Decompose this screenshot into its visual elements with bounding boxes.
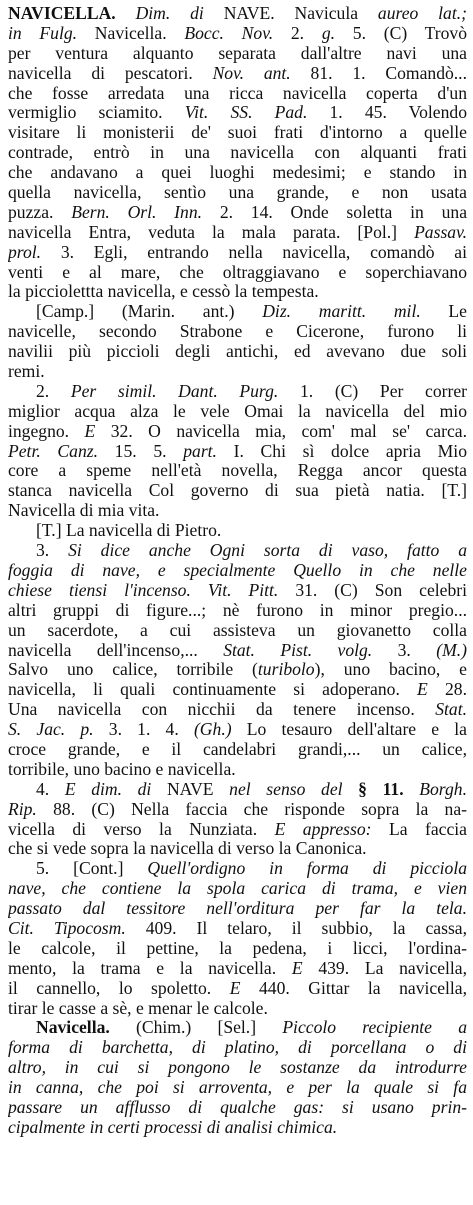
italic-citation-text: chiese tiensi l'incenso. Vit. Pitt. (8, 580, 279, 600)
entry-text: 2. (36, 381, 71, 401)
italic-citation-text: (Gh.) (193, 720, 232, 740)
entry-text-line (8, 581, 467, 601)
entry-text-line (8, 422, 467, 442)
entry-text: 2. (273, 23, 322, 43)
entry-text: Una navicella con nicchii da tenere incenso. (8, 700, 436, 720)
entry-text: ingegno. (8, 421, 85, 441)
entry-text: vermiglio sciamito. (8, 103, 185, 123)
entry-text-line (8, 1058, 467, 1078)
entry-text-line (8, 302, 467, 322)
italic-citation-text: turibolo (257, 660, 315, 680)
entry-text-line (8, 84, 467, 104)
entry-text-line (8, 601, 467, 621)
entry-text: NAVE (151, 779, 230, 799)
italic-citation-text: Diz. maritt. mil. (262, 302, 421, 322)
italic-citation-text: cipalmente in certi processi di analisi chimica. (8, 1117, 338, 1137)
entry-text: torribile, uno bacino e navicella. (8, 759, 236, 779)
entry-text-line (8, 1038, 467, 1058)
entry-text-line (8, 64, 467, 84)
entry-text-line (8, 342, 467, 362)
entry-text-line (8, 481, 467, 501)
entry-text: 32. O navicella mia, com' mal se' carca. (95, 421, 467, 441)
italic-citation-text: prol. (8, 242, 42, 262)
dictionary-page (8, 4, 467, 1138)
entry-text-line (8, 362, 467, 382)
headword-text: NAVICELLA. (8, 4, 116, 23)
italic-citation-text: Petr. Canz. (8, 441, 98, 461)
entry-text-line (8, 203, 467, 223)
entry-text-line (8, 382, 467, 402)
entry-text-line (8, 461, 467, 481)
entry-text-line (8, 780, 467, 800)
entry-text: 3. Egli, entrando nella navicella, comandò ai (41, 242, 467, 262)
entry-text: Navicella di mia vita. (8, 501, 160, 521)
entry-text: navicella di pescatori. (8, 63, 213, 83)
entry-text: visitare li monisterii de' suoi frati d'intorno a quelle (8, 123, 467, 143)
italic-citation-text: nel senso del (229, 779, 343, 799)
entry-text-line (8, 939, 467, 959)
italic-citation-text: aureo lat.; (377, 4, 467, 23)
italic-citation-text: (M.) (436, 640, 467, 660)
entry-text: 28. (427, 680, 467, 700)
italic-citation-text: in canna, che poi si arroventa, e per la quale si fa (8, 1078, 467, 1098)
entry-text: I. Chi sì dolce apria Mio (216, 441, 467, 461)
entry-text: La faccia (371, 819, 467, 839)
entry-text: altri gruppi di figure...; nè furono in minor pregio... (8, 600, 467, 620)
entry-text-line (8, 103, 467, 123)
italic-citation-text: nave, che contiene la spola carica di trama, e vien (8, 879, 467, 899)
italic-citation-text: Nov. ant. (212, 63, 291, 83)
entry-text: croce grande, e il candelabri grandi,... un calice, (8, 739, 467, 759)
entry-text: Lo tesauro dell'altare e la (231, 720, 467, 740)
entry-text: 1. (C) Per correr (278, 381, 467, 401)
entry-text: navicella Entra, veduta la mala parata. [Pol.] (8, 222, 415, 242)
entry-text: un sacerdote, a cui assisteva un giovanetto colla (8, 620, 467, 640)
entry-text: 5. (C) Trovò (335, 23, 467, 43)
entry-text: contrade, entrò in una navicella con alquanti frati (8, 143, 467, 163)
entry-text-line (8, 740, 467, 760)
italic-citation-text: Passav. (414, 222, 467, 242)
entry-text-line (8, 322, 467, 342)
italic-citation-text: E (291, 958, 303, 978)
entry-text: 5. [Cont.] (36, 859, 148, 879)
entry-text: navicelle, secondo Strabone e Cicerone, furono li (8, 322, 467, 342)
italic-citation-text: E (417, 680, 428, 700)
entry-text: 3. 1. 4. (93, 720, 194, 740)
entry-text: tirar le casse a sè, e menar le calcole. (8, 998, 268, 1018)
entry-text: ), uno bacino, e (314, 660, 467, 680)
entry-text-line (8, 760, 467, 780)
entry-text: Le (420, 302, 467, 322)
headword-text: § 11. (342, 779, 420, 799)
entry-text: remi. (8, 362, 45, 382)
italic-citation-text: Per simil. Dant. Purg. (70, 381, 279, 401)
entry-text: 409. Il telaro, il subbio, la cassa, (125, 918, 467, 938)
entry-text: [T.] La navicella di Pietro. (36, 521, 222, 541)
italic-citation-text: Borgh. (419, 779, 467, 799)
entry-text: 88. (C) Nella faccia che risponde sopra la na- (36, 799, 467, 819)
entry-text: miglior acqua alza le vele Omai la navicella del mio (8, 401, 467, 421)
entry-text-line (8, 839, 467, 859)
entry-text-line (8, 680, 467, 700)
entry-text-line (8, 621, 467, 641)
entry-text: venti e al mare, che oltraggiavano e soperchiavano (8, 262, 467, 282)
italic-citation-text: in Fulg. (8, 23, 78, 43)
italic-citation-text: Si dice anche Ogni sorta di vaso, fatto a (68, 541, 467, 561)
italic-citation-text: passare un afflusso di qualche gas: si usano prin- (8, 1097, 467, 1117)
entry-text-line (8, 1098, 467, 1118)
entry-text-line (8, 4, 467, 24)
entry-text: la picciolettta navicella, e cessò la tempesta. (8, 282, 319, 302)
entry-text-line (8, 243, 467, 263)
entry-text: che si vede sopra la navicella di verso la Canonica. (8, 839, 367, 859)
entry-text: 81. 1. Comandò... (290, 63, 467, 83)
entry-text-line (8, 660, 467, 680)
entry-text-line (8, 24, 467, 44)
entry-text: il cannello, lo spoletto. (8, 978, 230, 998)
dictionary-entry-navicella-1 (8, 4, 467, 1018)
entry-text: 31. (C) Son celebri (278, 580, 467, 600)
italic-citation-text: Cit. Tipocosm. (8, 918, 126, 938)
entry-text: navicella dell'incenso,... (8, 640, 224, 660)
italic-citation-text: Bocc. Nov. (184, 23, 274, 43)
entry-text-line (8, 1078, 467, 1098)
italic-citation-text: altro, in cui si pongono le sostanze da introdurre (8, 1058, 467, 1078)
entry-text: 440. Gittar la navicella, (240, 978, 467, 998)
italic-citation-text: E dim. di (64, 779, 152, 799)
entry-text: navilii più piccioli degli antichi, ed avevano due soli (8, 342, 467, 362)
italic-citation-text: S. Jac. p. (8, 720, 94, 740)
entry-text-line (8, 641, 467, 661)
entry-text: 3. (372, 640, 437, 660)
entry-text-line (8, 263, 467, 283)
italic-citation-text: E (84, 421, 96, 441)
entry-text: per ventura alquanto separata dall'altre navi una (8, 43, 467, 63)
entry-text: che fosse arredata una ricca navicella coperta d'un (8, 83, 467, 103)
entry-text: navicella, li quali continuamente si adoperano. (8, 680, 418, 700)
italic-citation-text: Bern. Orl. Inn. (71, 202, 203, 222)
italic-citation-text: forma di barchetta, di platino, di porcellana o di (8, 1038, 467, 1058)
italic-citation-text: g. (321, 23, 336, 43)
entry-text-line (8, 163, 467, 183)
entry-text-line (8, 700, 467, 720)
entry-text-line (8, 1118, 467, 1138)
italic-citation-text: Quell'ordigno in forma di picciola (147, 859, 467, 879)
entry-text: 2. 14. Onde soletta in una (202, 202, 467, 222)
entry-text: che andavano a quei luoghi medesimi; e stando in (8, 163, 467, 183)
headword-text: Navicella. (36, 1018, 110, 1038)
entry-text-line (8, 979, 467, 999)
italic-citation-text: Stat. Pist. volg. (223, 640, 373, 660)
entry-text-line (8, 959, 467, 979)
entry-text-line (8, 223, 467, 243)
entry-text: NAVE. Navicula (203, 4, 378, 23)
entry-text: 15. 5. (98, 441, 184, 461)
entry-text-line (8, 800, 467, 820)
entry-text: Salvo uno calice, torribile ( (8, 660, 258, 680)
entry-text-line (8, 859, 467, 879)
italic-citation-text: Stat. (435, 700, 467, 720)
dictionary-entry-navicella-2 (8, 1018, 467, 1137)
entry-text-line (8, 541, 467, 561)
italic-citation-text: Piccolo recipiente a (282, 1018, 467, 1038)
italic-citation-text: Rip. (8, 799, 37, 819)
entry-text-line (8, 143, 467, 163)
entry-text: mento, la trama e la navicella. (8, 958, 292, 978)
entry-text-line (8, 402, 467, 422)
entry-text: 3. (36, 541, 69, 561)
entry-text-line (8, 820, 467, 840)
entry-text: [Camp.] (Marin. ant.) (36, 302, 263, 322)
entry-text: (Chim.) [Sel.] (109, 1018, 283, 1038)
entry-text-line (8, 899, 467, 919)
italic-citation-text: foggia di nave, e specialmente Quello in che nelle (8, 560, 467, 580)
entry-text: 1. 45. Volendo (307, 103, 467, 123)
entry-text: 4. (36, 779, 65, 799)
entry-text-line (8, 183, 467, 203)
entry-text-line (8, 879, 467, 899)
entry-text-line (8, 123, 467, 143)
entry-text: core a speme nell'età novella, Regga ancor questa (8, 461, 467, 481)
italic-citation-text: passato dal tessitore nell'orditura per far la tela. (8, 899, 467, 919)
entry-text-line (8, 44, 467, 64)
entry-text (116, 4, 136, 23)
entry-text-line (8, 501, 467, 521)
entry-text-line (8, 282, 467, 302)
italic-citation-text: Vit. SS. Pad. (184, 103, 308, 123)
entry-text-line (8, 442, 467, 462)
entry-text: le calcole, il pettine, la pedena, i licci, l'ordina- (8, 938, 467, 958)
entry-text-line (8, 720, 467, 740)
entry-text-line (8, 1018, 467, 1038)
italic-citation-text: Dim. di (135, 4, 204, 23)
entry-text: vicella di verso la Nunziata. (8, 819, 275, 839)
entry-text: stanca navicella Col governo di sua pietà natia. [T.] (8, 481, 467, 501)
entry-text: puzza. (8, 202, 72, 222)
italic-citation-text: E appresso: (274, 819, 372, 839)
entry-text-line (8, 521, 467, 541)
entry-text: quella navicella, sentìo una grande, e non usata (8, 183, 467, 203)
italic-citation-text: part. (183, 441, 217, 461)
entry-text: 439. La navicella, (302, 958, 467, 978)
italic-citation-text: E (229, 978, 241, 998)
entry-text-line (8, 561, 467, 581)
entry-text-line (8, 919, 467, 939)
entry-text-line (8, 999, 467, 1019)
entry-text: Navicella. (77, 23, 185, 43)
